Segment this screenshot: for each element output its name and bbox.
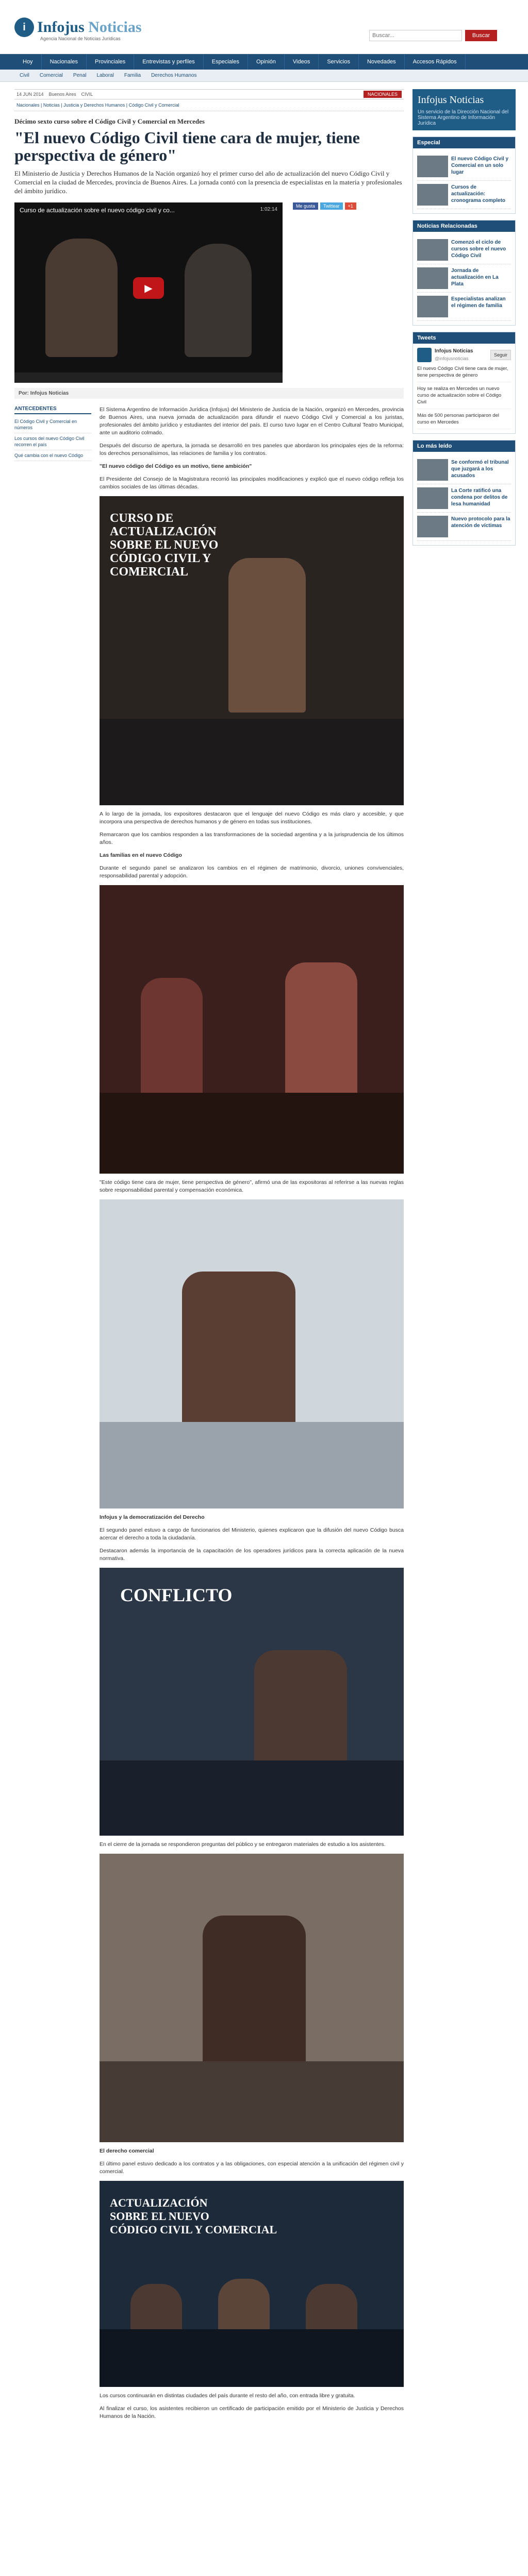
article-title: "El nuevo Código Civil tiene cara de mujer, tiene perspectiva de género": [14, 128, 360, 164]
video-speaker-figure: [185, 244, 252, 357]
body-subheading: "El nuevo código del Código es un motivo, tiene ambición": [100, 463, 252, 469]
article-body-grid: [14, 406, 404, 2426]
related-news-thumbnail: [417, 267, 448, 289]
main-nav: [0, 54, 528, 70]
most-read-item[interactable]: [417, 513, 511, 541]
body-paragraph: "Este código tiene cara de mujer, tiene perspectiva de género", afirmó una de las expositoras al referirse a las nuevas reglas sobre responsabilidad parental y compensación económica.: [100, 1179, 404, 1193]
twitter-widget: [412, 332, 516, 434]
subnav-item-ddhh[interactable]: Derechos Humanos: [151, 73, 197, 78]
twitter-name[interactable]: Infojus Noticias: [435, 348, 473, 354]
site-header: [0, 0, 528, 54]
article-province: Buenos Aires: [48, 92, 76, 97]
twitter-share-button[interactable]: Twittear: [320, 202, 343, 210]
nav-item-entrevistas[interactable]: Entrevistas y perfiles: [134, 54, 203, 70]
nav-item-nacionales[interactable]: Nacionales: [42, 54, 87, 70]
most-read-thumbnail: [417, 516, 448, 537]
speaker-figure: [182, 1272, 295, 1442]
article-photo: [100, 2181, 404, 2387]
body-subheading: El derecho comercial: [100, 2148, 154, 2154]
video-title: Curso de actualización sobre el nuevo código civil y co...: [20, 207, 175, 214]
tweet-item[interactable]: Más de 500 personas participaron del curso en Mercedes: [417, 409, 511, 429]
article-lead: El Ministerio de Justicia y Derechos Humanos de la Nación organizó hoy el primer curso del año de actualización del nuevo Código Civil y Comercial en la ciudad de Mercedes, provincia de Buenos Aires. La jornada contó con la presencia de especialistas en la materia y profesionales del ámbito jurídico.: [14, 170, 402, 195]
article-date: 14 JUN 2014: [16, 92, 44, 97]
twitter-follow-button[interactable]: Seguir: [490, 350, 511, 360]
body-paragraph: El segundo panel estuvo a cargo de funcionarios del Ministerio, quienes explicaron que la difusión del nuevo Código busca acercar el derecho a toda la ciudadanía.: [100, 1527, 404, 1541]
search-form: [369, 30, 497, 41]
most-read-title: La Corte ratificó una condena por delitos de lesa humanidad: [451, 488, 508, 507]
gplus-share-button[interactable]: +1: [345, 202, 356, 210]
article-section[interactable]: CIVIL: [81, 92, 93, 97]
twitter-handle[interactable]: @infojusnoticias: [435, 356, 469, 361]
body-subheading: Las familias en el nuevo Código: [100, 852, 182, 858]
body-subheading: Infojus y la democratización del Derecho: [100, 1514, 205, 1520]
most-read-thumbnail: [417, 459, 448, 481]
photo-desk: [100, 2329, 404, 2387]
related-news-heading: Noticias Relacionadas: [413, 221, 515, 232]
article-column: [14, 82, 404, 2426]
related-news-title: Comenzó el ciclo de cursos sobre el nuevo Código Civil: [451, 240, 506, 259]
subnav-item-civil[interactable]: Civil: [20, 73, 29, 78]
video-player[interactable]: [14, 202, 283, 383]
promo-box: [412, 137, 516, 214]
most-read-thumbnail: [417, 487, 448, 509]
logo-subtitle: Agencia Nacional de Noticias Jurídicas: [40, 36, 121, 41]
logo-icon: i: [14, 18, 34, 37]
body-paragraph: Los cursos continuarán en distintas ciudades del país durante el resto del año, con entrada libre y gratuita.: [100, 2393, 355, 2399]
related-news-item[interactable]: [417, 264, 511, 293]
photo-desk: [100, 719, 404, 805]
promo-heading: Especial: [413, 137, 515, 148]
video-duration: 1:02:14: [260, 207, 277, 212]
promo-list: [413, 148, 515, 213]
article-tag[interactable]: NACIONALES: [364, 91, 402, 98]
promo-item[interactable]: [417, 152, 511, 181]
search-input[interactable]: [369, 30, 462, 41]
nav-item-hoy[interactable]: Hoy: [14, 54, 42, 70]
speaker-figure: [285, 962, 357, 1107]
related-news-title: Jornada de actualización en La Plata: [451, 268, 499, 287]
facebook-like-button[interactable]: Me gusta: [293, 202, 318, 210]
antecedentes-list: [14, 416, 91, 461]
article-byline: Por: Infojus Noticias: [14, 388, 404, 399]
related-news-title: Especialistas analizan el régimen de familia: [451, 296, 506, 309]
subnav-item-laboral[interactable]: Laboral: [96, 73, 114, 78]
nav-item-provinciales[interactable]: Provinciales: [87, 54, 134, 70]
most-read-list: [413, 452, 515, 545]
article-photo: [100, 496, 404, 805]
twitter-profile: [417, 348, 511, 362]
photo-banner-text: ACTUALIZACIÓN SOBRE EL NUEVO CÓDIGO CIVIL Y COMERCIAL: [110, 2196, 277, 2236]
antecedente-link[interactable]: Los cursos del nuevo Código Civil recorren el país: [14, 433, 91, 450]
promo-item-title: Cursos de actualización: cronograma completo: [451, 184, 506, 204]
video-speaker-figure: [45, 239, 118, 357]
share-buttons: [293, 202, 401, 210]
sidebar: [412, 82, 516, 552]
subnav-item-comercial[interactable]: Comercial: [39, 73, 63, 78]
most-read-item[interactable]: [417, 484, 511, 513]
nav-item-novedades[interactable]: Novedades: [359, 54, 405, 70]
share-box: [293, 202, 401, 213]
twitter-feed: [413, 344, 515, 433]
sidebar-banner-subtitle: Un servicio de la Dirección Nacional del Sistema Argentino de Información Jurídica: [418, 109, 509, 126]
most-read-title: Se conformó el tribunal que juzgará a los acusados: [451, 460, 509, 479]
play-icon[interactable]: ▶: [133, 277, 164, 299]
photo-banner-text: CURSO DE ACTUALIZACIÓN SOBRE EL NUEVO CÓDIGO CIVIL Y COMERCIAL: [110, 512, 219, 579]
antecedente-link[interactable]: El Código Civil y Comercial en números: [14, 416, 91, 433]
antecedentes-box: [14, 406, 91, 2426]
promo-thumbnail: [417, 156, 448, 177]
related-news-thumbnail: [417, 296, 448, 317]
twitter-heading: Tweets: [413, 332, 515, 344]
article-photo: [100, 1568, 404, 1836]
photo-desk: [100, 2061, 404, 2142]
promo-thumbnail: [417, 184, 448, 206]
tweet-item[interactable]: Hoy se realiza en Mercedes un nuevo curso de actualización sobre el Código Civil: [417, 382, 511, 409]
body-paragraph: Destacaron además la importancia de la capacitación de los operadores jurídicos para la correcta aplicación de la nueva normativa.: [100, 1548, 404, 1562]
photo-banner-text: CONFLICTO: [120, 1585, 233, 1605]
body-paragraph: Durante el segundo panel se analizaron los cambios en el régimen de matrimonio, divorcio, uniones convivenciales, responsabilidad parental y adopción.: [100, 865, 404, 879]
related-news-list: [413, 232, 515, 325]
antecedentes-heading: ANTECEDENTES: [14, 406, 91, 414]
promo-item[interactable]: [417, 181, 511, 209]
speaker-figure: [141, 978, 203, 1107]
article-photo: [100, 1199, 404, 1509]
nav-item-opinion[interactable]: Opinión: [248, 54, 285, 70]
most-read-heading: Lo más leído: [413, 440, 515, 452]
body-paragraph: Al finalizar el curso, los asistentes recibieron un certificado de participación emitido por el Ministerio de Justicia y Derechos Humanos de la Nación.: [100, 2405, 404, 2419]
sub-nav: [0, 70, 528, 82]
photo-desk: [100, 1422, 404, 1509]
body-paragraph: El último panel estuvo dedicado a los contratos y a las obligaciones, con especial atención a la unificación del régimen civil y comercial.: [100, 2161, 404, 2175]
body-paragraph: El Sistema Argentino de Información Jurídica (Infojus) del Ministerio de Justicia de la Nación, organizó en Mercedes, provincia de Buenos Aires, una nueva jornada de actualización para difundir el nuevo Código Civil y Comercial a los juristas, profesionales del ámbito jurídico y estudiantes del interior del país. El curso tuvo lugar en el Centro Cultural Teatro Municipal, ante un auditorio colmado.: [100, 406, 404, 436]
twitter-avatar[interactable]: [417, 348, 432, 362]
sidebar-banner-title: Infojus Noticias: [418, 94, 484, 106]
photo-desk: [100, 1760, 404, 1836]
article-body: [100, 406, 404, 2426]
video-controls[interactable]: [14, 372, 283, 383]
most-read-box: [412, 440, 516, 546]
subnav-item-penal[interactable]: Penal: [73, 73, 87, 78]
sidebar-banner[interactable]: [412, 89, 516, 130]
nav-item-especiales[interactable]: Especiales: [204, 54, 248, 70]
article-photo: [100, 885, 404, 1174]
related-news-thumbnail: [417, 239, 448, 261]
media-row: [14, 202, 404, 383]
tweet-item[interactable]: El nuevo Código Civil tiene cara de mujer, tiene perspectiva de género: [417, 362, 511, 382]
article-kicker: Décimo sexto curso sobre el Código Civil y Comercial en Mercedes: [14, 117, 205, 125]
speaker-figure: [228, 558, 306, 713]
related-news-item[interactable]: [417, 293, 511, 321]
body-paragraph: Después del discurso de apertura, la jornada se desarrolló en tres paneles que abordaron los principales ejes de la reforma: los derechos personalísimos, las relaciones de familia y los contratos.: [100, 443, 404, 456]
body-paragraph: En el cierre de la jornada se respondieron preguntas del público y se entregaron materiales de estudio a los asistentes.: [100, 1841, 386, 1848]
photo-desk: [100, 1093, 404, 1174]
related-news-item[interactable]: [417, 236, 511, 264]
article-photo: [100, 1854, 404, 2142]
nav-item-servicios[interactable]: Servicios: [319, 54, 359, 70]
most-read-title: Nuevo protocolo para la atención de víctimas: [451, 516, 510, 529]
antecedente-link[interactable]: Qué cambia con el nuevo Código: [14, 450, 91, 461]
subnav-item-familia[interactable]: Familia: [124, 73, 141, 78]
body-paragraph: A lo largo de la jornada, los expositores destacaron que el lenguaje del nuevo Código es más claro y accesible, y que incorpora una perspectiva de derechos humanos y de género en todas sus instituciones.: [100, 811, 404, 825]
article-meta: [14, 89, 404, 99]
body-paragraph: Remarcaron que los cambios responden a las transformaciones de la sociedad argentina y a la jurisprudencia de los últimos años.: [100, 832, 404, 845]
most-read-item[interactable]: [417, 456, 511, 484]
nav-item-videos[interactable]: Videos: [285, 54, 319, 70]
body-paragraph: El Presidente del Consejo de la Magistratura recorrió las principales modificaciones y explicó que el nuevo código refleja los cambios sociales de las últimas décadas.: [100, 476, 404, 490]
logo-name: Infojus Noticias: [37, 19, 142, 36]
promo-item-title: El nuevo Código Civil y Comercial en un solo lugar: [451, 156, 509, 175]
related-news-box: [412, 220, 516, 326]
nav-item-accesos[interactable]: Accesos Rápidos: [405, 54, 466, 70]
breadcrumb[interactable]: Nacionales | Noticias | Justicia y Derechos Humanos | Código Civil y Comercial: [14, 99, 404, 111]
search-button[interactable]: Buscar: [465, 30, 497, 41]
